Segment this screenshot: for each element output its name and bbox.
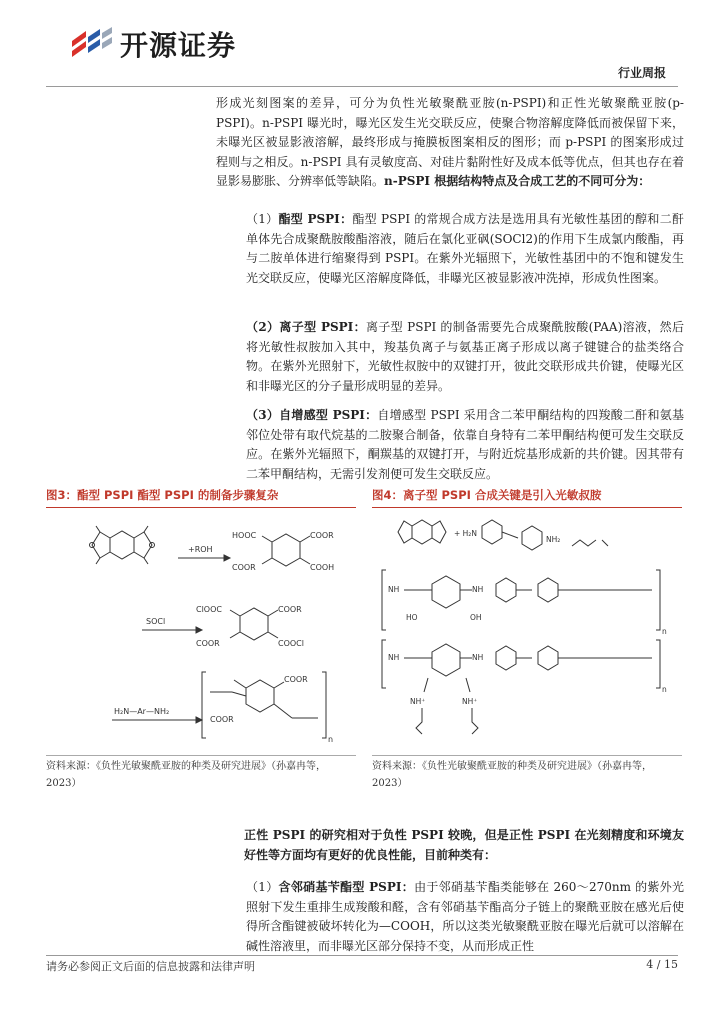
group-label: HOOC (232, 531, 257, 540)
figure-4-source-rule (372, 755, 682, 756)
item-text: 由于邻硝基苄酯类能够在 260～270nm 的紫外光照射下发生重排生成羧酸和醛，含有邻硝基苄酯高分子链上的聚酰亚胺在感光后使得所含酯键被破坏转化为—COOH，所以这类光敏聚酰亚胺在曝光后就可以溶解在碱性溶液里，而非曝光区部分保持不变，从而形成正性 (246, 880, 685, 953)
figure-3-source-rule (46, 755, 356, 756)
ester-synthesis-scheme (46, 512, 356, 752)
benzene-ring (522, 526, 542, 550)
header-divider (46, 86, 678, 87)
benzene-ring (432, 576, 460, 608)
group-label: NH₂ (546, 535, 561, 544)
rxn-label: +ROH (188, 545, 213, 554)
group-label: NH (388, 585, 400, 594)
benzene-ring (246, 680, 274, 712)
figure-4-source: 资料来源：《负性光敏聚酰亚胺的种类及研究进展》（孙嘉冉等，2023） (372, 761, 652, 789)
group-label: COOR (232, 563, 256, 572)
item-text: 酯型 PSPI 的常规合成方法是选用具有光敏性基团的醇和二酐单体先合成聚酰胺酸酯溶液，随后在氯化亚砜(SOCl2)的作用下生成氯内酸酯，再与二胺单体进行缩聚得到 PSPI。在紫外光辐照下，光敏性基团中的不饱和键发生光交联反应，使曝光区溶解度降低，非曝光区被显影液冲洗掉，形成负性图案。 (246, 212, 684, 285)
intro-text: 形成光刻图案的差异，可分为负性光敏聚酰亚胺(n-PSPI)和正性光敏聚酰亚胺(p-PSPI)。n-PSPI 曝光时，曝光区发生光交联反应，使聚合物溶解度降低而被保留下来，未曝光区被显影液溶解，最终形成与掩膜板图案相反的图形；而 p-PSPI 的图案形成过程则与之相反。n-PSPI 具有灵敏度高、对硅片黏附性好及成本低等优点，但其也存在着显影易膨胀、分辨率低等缺陷。 (216, 96, 684, 188)
group-label: COOR (310, 531, 334, 540)
item-number: （3） (246, 408, 280, 422)
page-number: 4 / 15 (646, 958, 678, 971)
figure-3-rule (46, 507, 356, 508)
intro-bold-text: n-PSPI 根据结构特点及合成工艺的不同可分为： (384, 174, 651, 188)
benzene-ring (110, 531, 134, 559)
tertiary-amine-chain (572, 540, 608, 546)
list-item-ionic (246, 318, 684, 396)
item-title: 含邻硝基苄酯型 PSPI： (278, 880, 415, 894)
benzene-ring (240, 608, 268, 640)
repeat-subscript: n (328, 735, 334, 744)
item-title: 自增感型 PSPI： (279, 408, 378, 422)
group-label: NH (472, 585, 484, 594)
benzene-ring (482, 520, 502, 544)
brand-mark-icon (70, 27, 114, 61)
list-item-self-sensitized (246, 406, 684, 484)
item-title: 离子型 PSPI： (279, 320, 366, 334)
list-item-nitrobenzyl (246, 878, 684, 956)
figure-3-diagram (46, 512, 356, 752)
benzene-ring (538, 578, 558, 602)
group-label: COOR (278, 605, 302, 614)
benzene-ring (496, 646, 516, 670)
repeat-subscript: n (662, 627, 667, 636)
figure-4-caption: 图4：离子型 PSPI 合成关键是引入光敏叔胺 (372, 488, 602, 502)
rxn-label: SOCl (146, 617, 166, 626)
benzene-ring (432, 644, 460, 676)
group-label: HO (406, 613, 418, 622)
group-label: COOR (196, 639, 220, 648)
group-label: ClOOC (196, 605, 222, 614)
figure-3-source: 资料来源：《负性光敏聚酰亚胺的种类及研究进展》（孙嘉冉等，2023） (46, 761, 326, 789)
brand-logo (70, 24, 236, 64)
item-number: （1） (246, 212, 279, 226)
item-text: 自增感型 PSPI 采用含二苯甲酮结构的四羧酸二酐和氨基邻位处带有取代烷基的二胺聚合制备，依靠自身特有二苯甲酮结构便可发生交联反应。在紫外光辐照下，酮羰基的双键打开，与附近烷基形成新的共价键。因其带有二苯甲酮结构，无需引发剂便可发生交联反应。 (246, 408, 684, 481)
positive-pspi-paragraph: 正性 PSPI 的研究相对于负性 PSPI 较晚，但是正性 PSPI 在光刻精度和环境友好性等方面均有更好的优良性能，目前种类有： (244, 828, 684, 862)
group-label: NH (472, 653, 484, 662)
group-label: COOR (210, 715, 234, 724)
benzene-ring (272, 534, 300, 566)
group-label: NH⁺ (462, 697, 478, 706)
intro-paragraph (216, 94, 684, 192)
group-label: + H₂N (454, 529, 477, 538)
group-label: NH⁺ (410, 697, 426, 706)
group-label: COOR (284, 675, 308, 684)
ionic-synthesis-scheme (372, 512, 682, 752)
benzene-ring (538, 646, 558, 670)
group-label: NH (388, 653, 400, 662)
benzene-ring (412, 520, 432, 544)
footer-disclaimer: 请务必参阅正文后面的信息披露和法律声明 (46, 960, 255, 973)
rxn-label: H₂N—Ar—NH₂ (114, 707, 170, 716)
item-title: 酯型 PSPI： (278, 212, 353, 226)
list-item-ester (246, 210, 684, 288)
figure-4-rule (372, 507, 682, 508)
brand-name: 开源证券 (120, 29, 237, 62)
item-text: 离子型 PSPI 的制备需要先合成聚酰胺酸(PAA)溶液，然后将光敏性叔胺加入其中，羧基负离子与氨基正离子形成以离子键键合的盐类络合物。在紫外光照射下，光敏性叔胺中的双键打开，彼此交联形成共价键，使曝光区和非曝光区的分子量形成明显的差异。 (246, 320, 684, 393)
repeat-subscript: n (662, 685, 667, 694)
footer-divider (46, 955, 678, 956)
group-label: COOH (310, 563, 335, 572)
benzene-ring (496, 578, 516, 602)
group-label: COOCl (278, 639, 304, 648)
figure-3-caption: 图3：酯型 PSPI 酯型 PSPI 的制备步骤复杂 (46, 488, 279, 502)
item-number: （2） (246, 320, 280, 334)
report-type: 行业周报 (617, 66, 666, 80)
item-number: （1） (246, 880, 279, 894)
group-label: OH (470, 613, 482, 622)
tertiary-amine-chain (416, 708, 478, 734)
figure-4-diagram (372, 512, 682, 752)
